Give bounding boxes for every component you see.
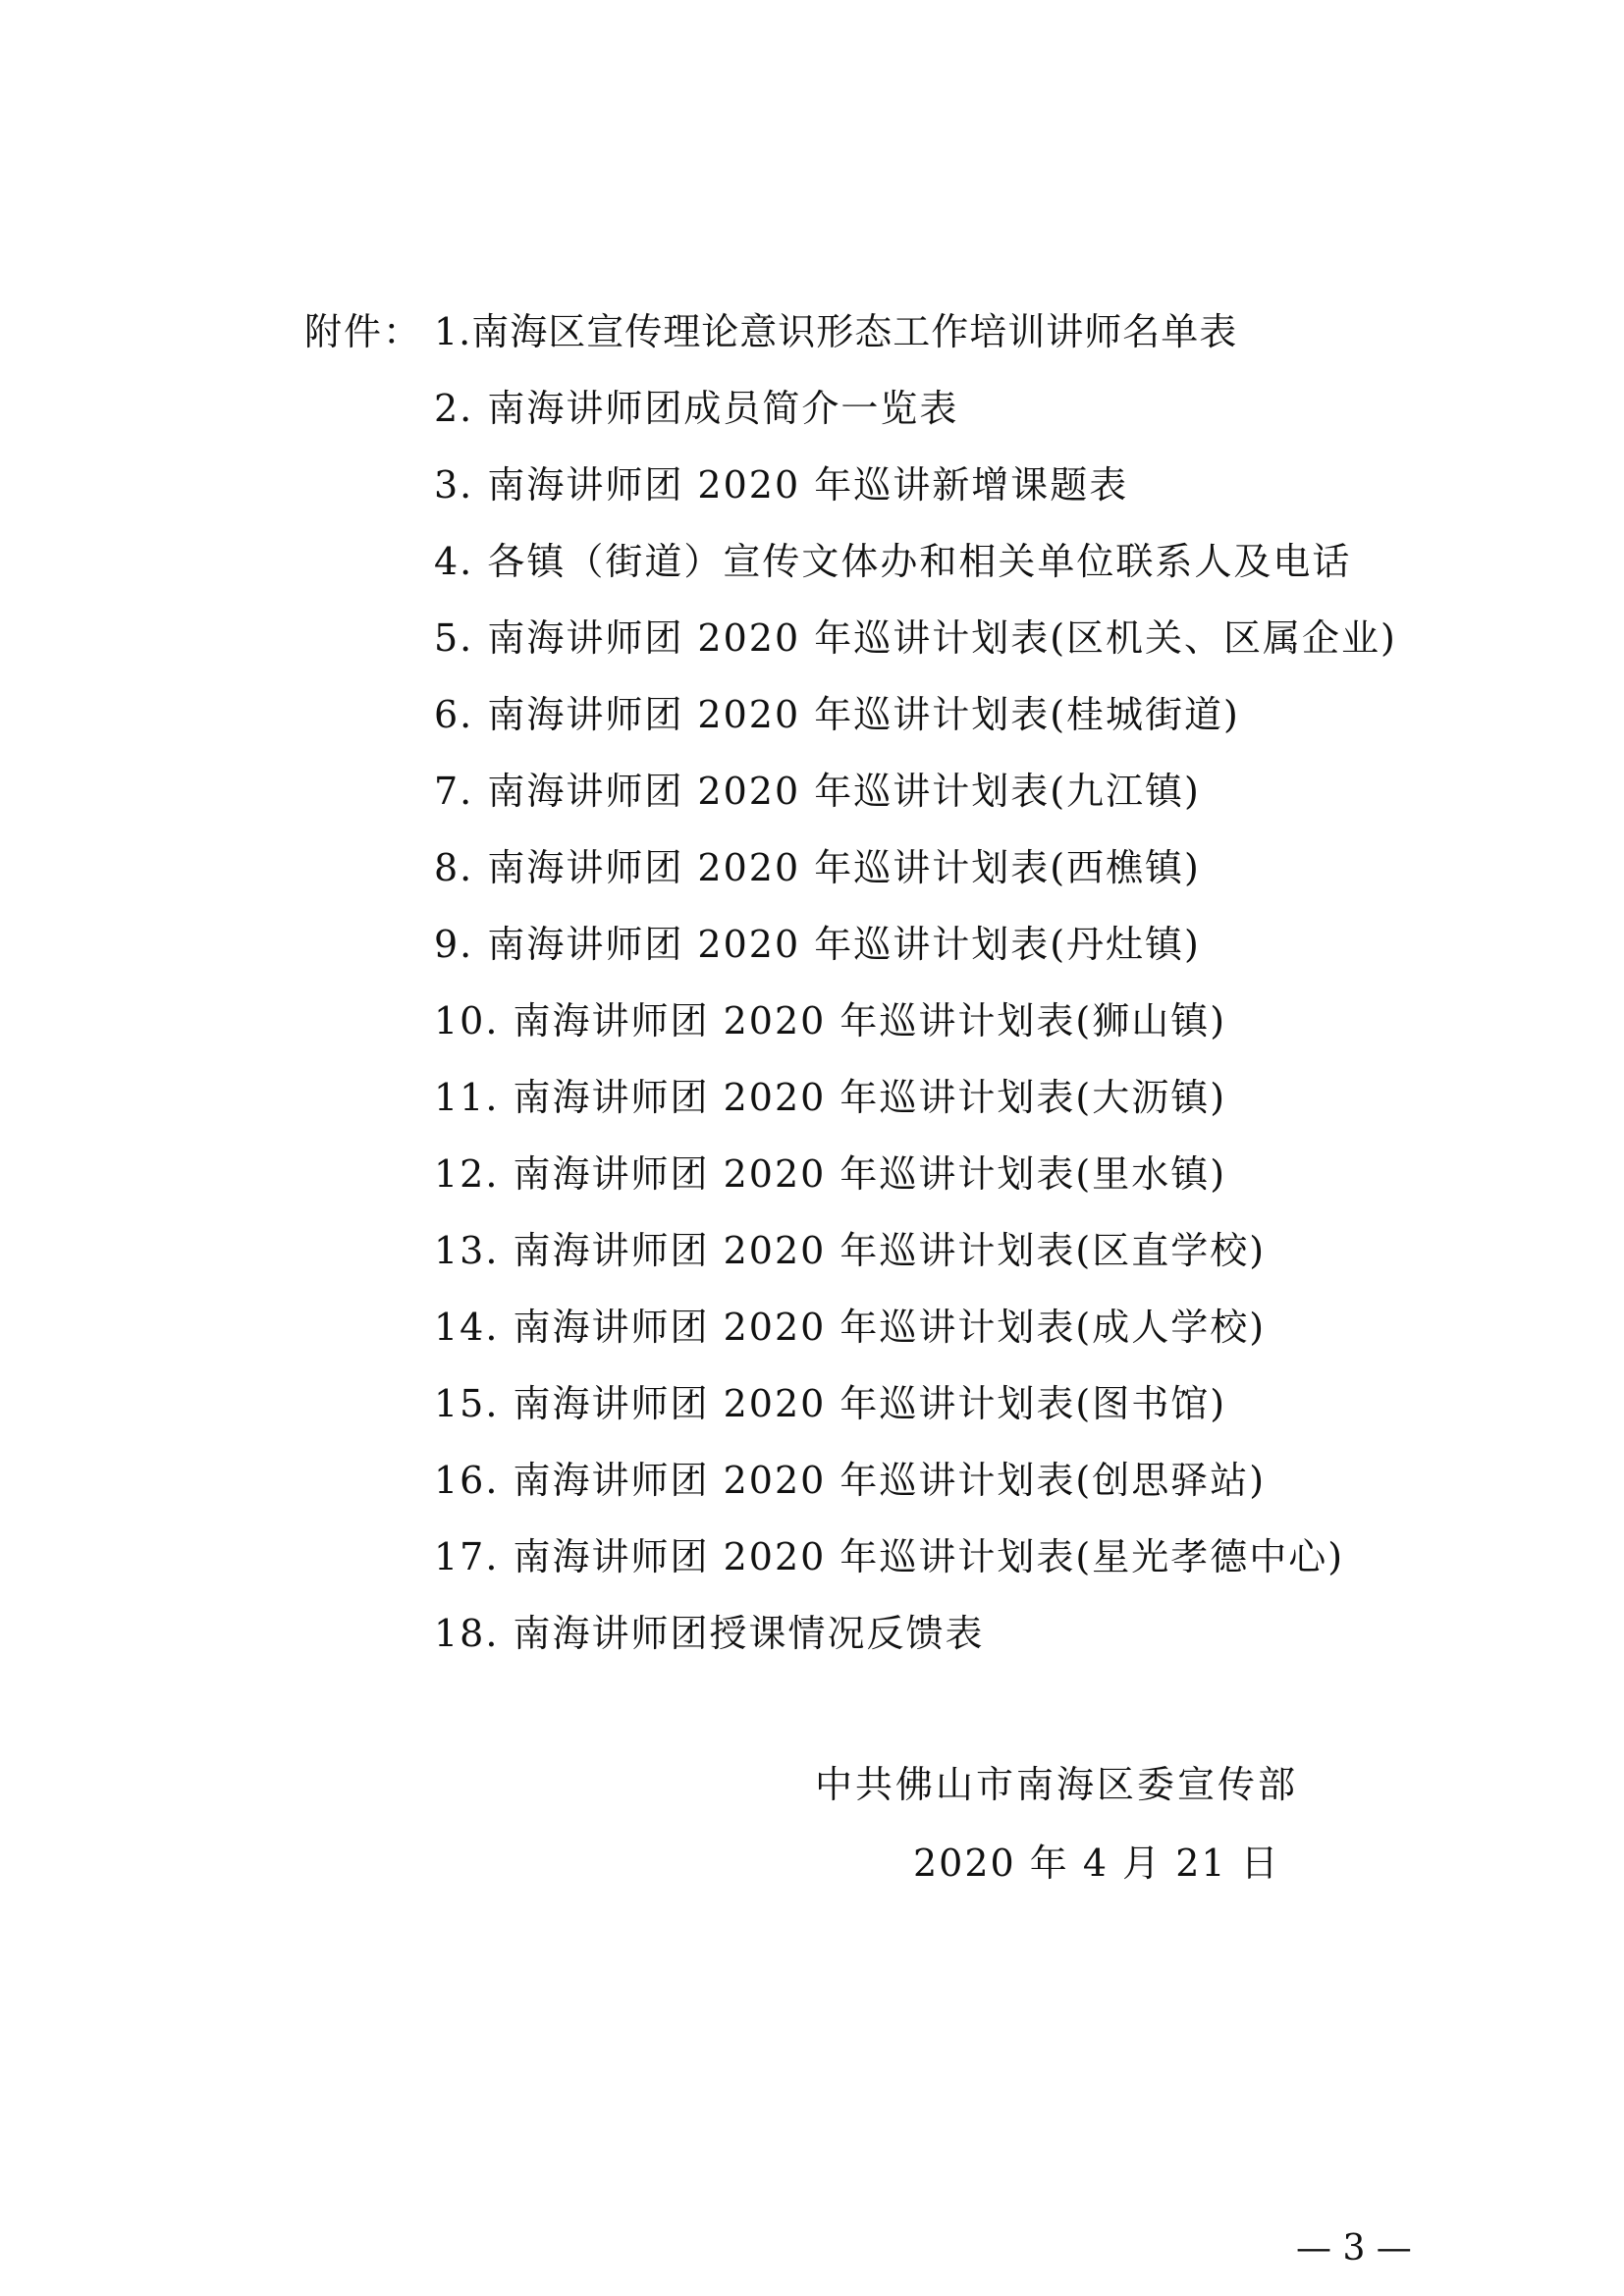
- attachment-item: [304, 459, 1532, 536]
- attachment-item-text: 3. 南海讲师团 2020 年巡讲新增课题表: [434, 463, 1129, 507]
- attachment-item-text: 1.南海区宣传理论意识形态工作培训讲师名单表: [434, 310, 1238, 353]
- issue-date: 2020 年 4 月 21 日: [913, 1842, 1280, 1885]
- attachment-item-text: 2. 南海讲师团成员简介一览表: [434, 387, 959, 430]
- attachment-item-text: 17. 南海讲师团 2020 年巡讲计划表(星光孝德中心): [434, 1535, 1345, 1578]
- attachment-item-text: 9. 南海讲师团 2020 年巡讲计划表(丹灶镇): [434, 923, 1201, 966]
- attachment-item: [304, 995, 1532, 1072]
- attachment-item-text: 10. 南海讲师团 2020 年巡讲计划表(狮山镇): [434, 999, 1227, 1042]
- attachment-item: [304, 1302, 1532, 1378]
- attachment-item: [304, 1608, 1532, 1684]
- attachment-item: [304, 1072, 1532, 1148]
- attachment-list: [304, 306, 1532, 1684]
- attachment-item-text: 6. 南海讲师团 2020 年巡讲计划表(桂城街道): [434, 693, 1240, 736]
- attachment-item: [304, 613, 1532, 689]
- issuing-organization: 中共佛山市南海区委宣传部: [815, 1763, 1299, 1806]
- attachment-item: [304, 1455, 1532, 1531]
- attachment-item: [304, 1148, 1532, 1225]
- attachment-item-text: 8. 南海讲师团 2020 年巡讲计划表(西樵镇): [434, 846, 1201, 889]
- attachment-item: [304, 1225, 1532, 1302]
- page-number: — 3 —: [1296, 2228, 1412, 2269]
- attachment-item-text: 18. 南海讲师团授课情况反馈表: [434, 1612, 985, 1655]
- attachment-item-text: 13. 南海讲师团 2020 年巡讲计划表(区直学校): [434, 1229, 1267, 1272]
- attachment-item: [304, 536, 1532, 613]
- attachment-label: 附件：: [304, 310, 423, 353]
- attachment-item-text: 15. 南海讲师团 2020 年巡讲计划表(图书馆): [434, 1382, 1227, 1425]
- attachment-item-text: 5. 南海讲师团 2020 年巡讲计划表(区机关、区属企业): [434, 616, 1397, 660]
- attachment-item-text: 12. 南海讲师团 2020 年巡讲计划表(里水镇): [434, 1152, 1227, 1196]
- attachment-item-text: 16. 南海讲师团 2020 年巡讲计划表(创思驿站): [434, 1459, 1267, 1502]
- attachment-item: [304, 1378, 1532, 1455]
- attachment-item: [304, 766, 1532, 842]
- attachment-item: [304, 842, 1532, 919]
- attachment-item: [304, 383, 1532, 459]
- attachment-item-text: 11. 南海讲师团 2020 年巡讲计划表(大沥镇): [434, 1076, 1227, 1119]
- attachment-item: [304, 689, 1532, 766]
- attachment-item-text: 4. 各镇（街道）宣传文体办和相关单位联系人及电话: [434, 540, 1352, 583]
- attachment-item: [304, 919, 1532, 995]
- attachment-item: [304, 306, 1532, 383]
- attachment-item-text: 14. 南海讲师团 2020 年巡讲计划表(成人学校): [434, 1306, 1267, 1349]
- attachment-item: [304, 1531, 1532, 1608]
- attachment-item-text: 7. 南海讲师团 2020 年巡讲计划表(九江镇): [434, 770, 1201, 813]
